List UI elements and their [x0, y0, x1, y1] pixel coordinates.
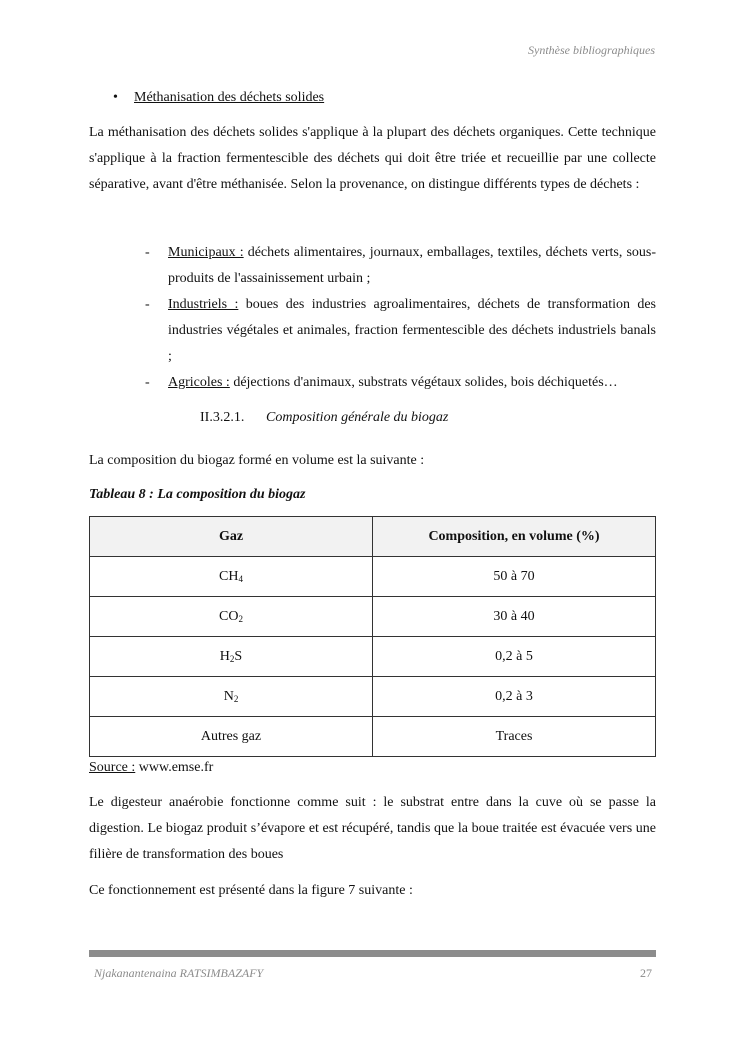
value-cell: 0,2 à 5 — [373, 637, 656, 677]
footer-author: Njakanantenaina RATSIMBAZAFY — [94, 966, 264, 980]
waste-type-text: déchets alimentaires, journaux, emballages, textiles, déchets verts, sous-produits de l'assainissement urbain ; — [168, 245, 656, 286]
digester-paragraph: Le digesteur anaérobie fonctionne comme suit : le substrat entre dans la cuve où se passe la digestion. Le biogaz produit s’évapore et est récupéré, tandis que la boue traitée est évacuée vers une filière de transformation des boues — [89, 795, 656, 862]
value-cell: 50 à 70 — [373, 557, 656, 597]
table-row — [90, 557, 656, 597]
page-number: 27 — [640, 966, 652, 980]
table-row — [90, 637, 656, 677]
intro-paragraph: La méthanisation des déchets solides s'applique à la plupart des déchets organiques. Cette technique s'applique à la fraction fermentescible des déchets qui doit être triée et recueillie par une collecte séparative, avant d'être méthanisée. Selon la provenance, on distingue différents types de déchets : — [89, 125, 656, 192]
composition-intro: La composition du biogaz formé en volume est la suivante : — [89, 453, 425, 468]
header-gas: Gaz — [90, 517, 373, 557]
table-row — [90, 677, 656, 717]
footer-divider — [89, 950, 656, 957]
waste-type-label: Agricoles : — [168, 375, 230, 390]
figure-reference: Ce fonctionnement est présenté dans la figure 7 suivante : — [89, 883, 413, 898]
subsection-title: Composition générale du biogaz — [266, 410, 449, 425]
waste-type-label: Municipaux : — [168, 245, 244, 260]
dash-marker: - — [145, 375, 150, 390]
waste-type-text: déjections d'animaux, substrats végétaux solides, bois déchiquetés… — [229, 375, 618, 390]
dash-marker: - — [145, 297, 150, 312]
waste-type-item — [145, 292, 656, 370]
table-row — [90, 597, 656, 637]
value-cell: 0,2 à 3 — [373, 677, 656, 717]
table-header-row — [90, 517, 656, 557]
bullet-glyph: • — [113, 90, 118, 105]
waste-type-label: Industriels : — [168, 297, 239, 312]
header-composition: Composition, en volume (%) — [373, 517, 656, 557]
gas-cell: $H_2S$ — [90, 637, 373, 677]
value-cell: Traces — [373, 717, 656, 757]
table-source — [89, 760, 213, 776]
gas-cell: $N_2$ — [90, 677, 373, 717]
table-row — [90, 717, 656, 757]
waste-type-item — [145, 370, 656, 396]
waste-type-item — [145, 240, 656, 292]
section-bullet-heading — [113, 90, 324, 106]
section-title: Méthanisation des déchets solides — [134, 90, 325, 105]
dash-marker: - — [145, 245, 150, 260]
table-caption: Tableau 8 : La composition du biogaz — [89, 487, 306, 502]
gas-cell: $CH_4$ — [90, 557, 373, 597]
subsection-heading — [200, 410, 448, 426]
gas-cell: $CO_2$ — [90, 597, 373, 637]
running-header: Synthèse bibliographiques — [528, 43, 655, 57]
source-value: www.emse.fr — [135, 760, 214, 775]
source-label: Source : — [89, 760, 136, 775]
gas-cell: Autres gaz — [90, 717, 373, 757]
subsection-number: II.3.2.1. — [200, 410, 245, 425]
value-cell: 30 à 40 — [373, 597, 656, 637]
waste-type-text: boues des industries agroalimentaires, déchets de transformation des industries végétales et animales, fraction fermentescible des déchets industriels banals ; — [168, 297, 656, 364]
biogas-composition-table — [89, 516, 656, 757]
